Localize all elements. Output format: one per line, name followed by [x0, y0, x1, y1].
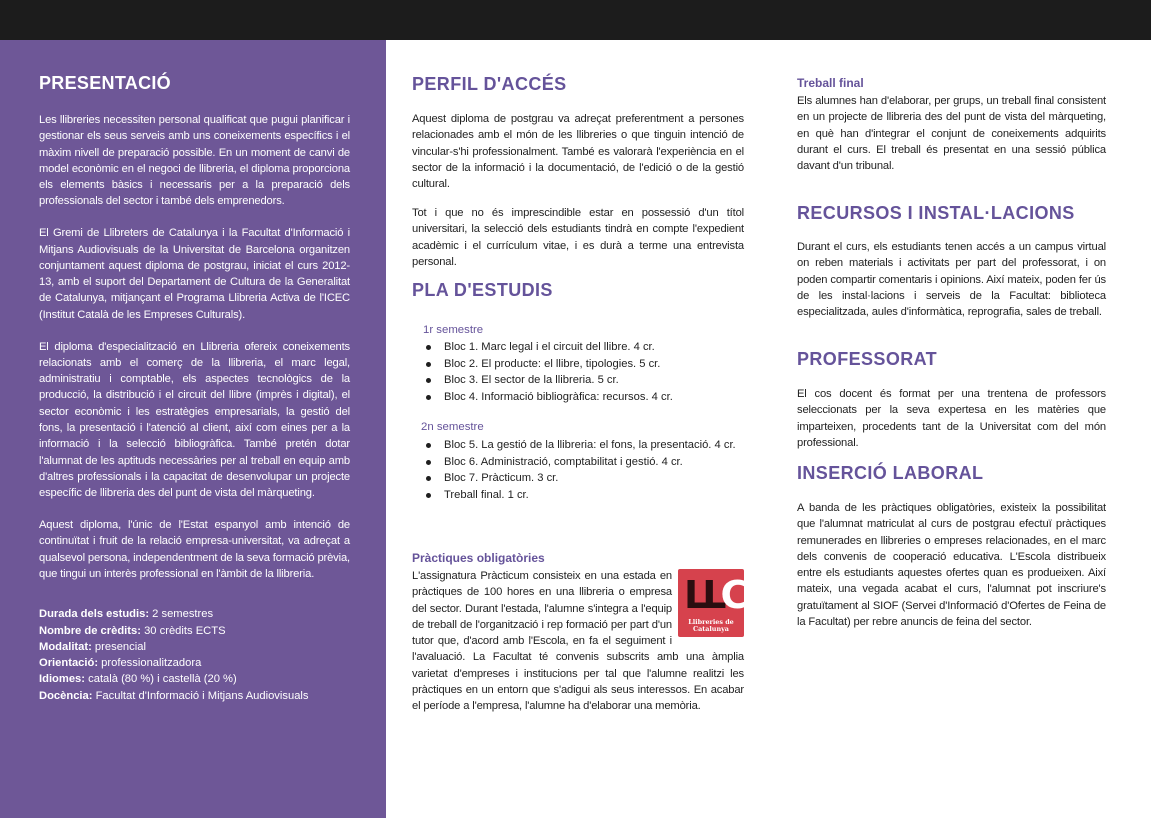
recursos-text: Durant el curs, els estudiants tenen accés a un campus virtual on reben materials i activitats per part del professorat, i on poden compartir comentaris i opinions. Així mateix, poden fer ús de les instal·lacions i serveis de la Facultat: biblioteca especialitzada, aules d'informàtica, reprografia, sales de treball.	[797, 241, 1106, 319]
pla-title: PLA D'ESTUDIS	[412, 280, 553, 300]
presentacio-title: PRESENTACIÓ	[39, 73, 171, 93]
semester-1-list	[423, 339, 755, 405]
list-item: Bloc 7. Pràcticum. 3 cr.	[423, 470, 755, 487]
presentacio-panel	[0, 40, 386, 818]
list-item: Bloc 2. El producte: el llibre, tipologies. 5 cr.	[423, 356, 755, 373]
professorat-title: PROFESSORAT	[797, 349, 938, 369]
top-bar	[0, 0, 1151, 40]
presentacio-paragraph: Les llibreries necessiten personal qualificat que pugui planificar i gestionar els seus serveis amb uns coneixements específics i el màxim nivell de preparació possible. En un moment de canvi de model econòmic en el negoci de llibreria, el diploma proporciona els elements bàsics i necessaris per a la preparació dels professionals del sector i també dels emprenedors.	[39, 114, 350, 208]
practiques-title: Pràctiques obligatòries	[412, 551, 545, 565]
fact-orientation: Orientació: professionalitzadora	[39, 657, 202, 670]
list-item: Bloc 4. Informació bibliogràfica: recursos. 4 cr.	[423, 389, 755, 406]
fact-duration: Durada dels estudis: 2 semestres	[39, 608, 214, 621]
presentacio-paragraph: El Gremi de Llibreters de Catalunya i la Facultat d'Informació i Mitjans Audiovisuals de la Universitat de Barcelona organitzen conjuntament aquest diploma de postgrau, iniciat el curs 2012-13, amb el suport del Departament de Cultura de la Generalitat de Catalunya, mitjançant el Programa Llibreria Activa de l'ICEC (Institut Català de les Empreses Culturals).	[39, 227, 350, 321]
professorat-text: El cos docent és format per una trentena de professors seleccionats per la seva expertesa en les matèries que imparteixen, procedents tant de la Universitat com del món professional.	[797, 388, 1106, 449]
fact-languages: Idiomes: català (80 %) i castellà (20 %)	[39, 673, 237, 686]
treball-text: Els alumnes han d'elaborar, per grups, un treball final consistent en un projecte de llibreria des del punt de vista del màrqueting, en què han d'integrar el conjunt de coneixements adquirits durant el curs. El treball és presentat en una sessió pública davant d'un tribunal.	[797, 95, 1106, 173]
list-item: Bloc 3. El sector de la llibreria. 5 cr.	[423, 372, 755, 389]
perfil-title: PERFIL D'ACCÉS	[412, 74, 567, 94]
course-facts	[39, 606, 350, 704]
treball-title: Treball final	[797, 76, 864, 90]
perfil-paragraph: Tot i que no és imprescindible estar en possessió d'un títol universitari, la selecció dels estudiants tindrà en compte l'expedient acadèmic i el currículum vitae, i es durà a terme una entrevista personal.	[412, 207, 744, 268]
logo-name: Llibreries de Catalunya	[688, 618, 734, 633]
list-item: Treball final. 1 cr.	[423, 487, 755, 504]
list-item: Bloc 6. Administració, comptabilitat i gestió. 4 cr.	[423, 454, 755, 471]
practiques-text: L'assignatura Pràcticum consisteix en una estada en pràctiques de 100 hores en una llibreria o empresa del sector. Durant l'estada, l'alumne s'integra a l'equip de treball de l'organització i rep formació per part d'un tutor que, d'acord amb l'Escola, en fa el seguiment i l'avaluació. La Facultat té convenis subscrits amb una àmplia varietat d'empreses i institucions per tal que l'alumne realitzi les pràctiques en un entorn que s'adigui als seus interessos. En acabar el període a l'empresa, l'alumne ha d'elaborar una memòria.	[412, 570, 744, 713]
semester-2-list	[423, 437, 755, 503]
insercio-text: A banda de les pràctiques obligatòries, existeix la possibilitat que l'alumnat matriculat al curs de postgrau efectuï pràctiques remunerades en llibreries o empreses relacionades, en el marc dels convenis de cooperació educativa. L'Escola distribueix entre els estudiants aquestes ofertes quan es produeixen. Així mateix, una vegada acabat el curs, l'alumnat pot inscriure's gratuïtament al SIOF (Servei d'Informació d'Ofertes de Feina de la Facultat) per rebre anuncis de feina del sector.	[797, 502, 1106, 629]
presentacio-paragraph: El diploma d'especialització en Llibreria ofereix coneixements relacionats amb el comerç de la llibreria, el marc legal, administratiu i comptable, els aspectes tecnològics de la producció, la distribució i el circuit del llibre (imprès i digital), el sector econòmic i les estratègies empresarials, la gestió del fons, la presentació i l'atenció al client, així com eines per a la informació i la selecció bibliogràfica. També pretén dotar l'alumnat de les aptituds necessàries per al treball en equip amb d'altres professionals i la capacitat de desenvolupar un projecte específic de llibreria des del punt de vista del màrqueting.	[39, 340, 350, 500]
presentacio-paragraph: Aquest diploma, l'únic de l'Estat espanyol amb intenció de continuïtat i fruit de la relació empresa-universitat, va adreçat a qualsevol persona, independentment de la seva formació prèvia, que tingui un interès professional en l'àmbit de la llibreria.	[39, 519, 350, 580]
recursos-title: RECURSOS I INSTAL·LACIONS	[797, 203, 1075, 223]
semester-2-label: 2n semestre	[421, 421, 484, 433]
insercio-title: INSERCIÓ LABORAL	[797, 463, 984, 483]
list-item: Bloc 1. Marc legal i el circuit del llibre. 4 cr.	[423, 339, 755, 356]
fact-teaching: Docència: Facultat d'Informació i Mitjans Audiovisuals	[39, 689, 309, 702]
list-item: Bloc 5. La gestió de la llibreria: el fons, la presentació. 4 cr.	[423, 437, 755, 454]
fact-modality: Modalitat: presencial	[39, 640, 146, 653]
perfil-paragraph: Aquest diploma de postgrau va adreçat preferentment a persones relacionades amb el món de les llibreries o que tinguin intenció de vincular-s'hi professionalment. També es valorarà l'experiència en el sector de la informació i la documentació, de l'edició o de la gestió cultural.	[412, 113, 744, 191]
semester-1-label: 1r semestre	[423, 324, 484, 336]
fact-credits: Nombre de crèdits: 30 crèdits ECTS	[39, 624, 226, 637]
logo-mark: LLC	[684, 573, 743, 617]
